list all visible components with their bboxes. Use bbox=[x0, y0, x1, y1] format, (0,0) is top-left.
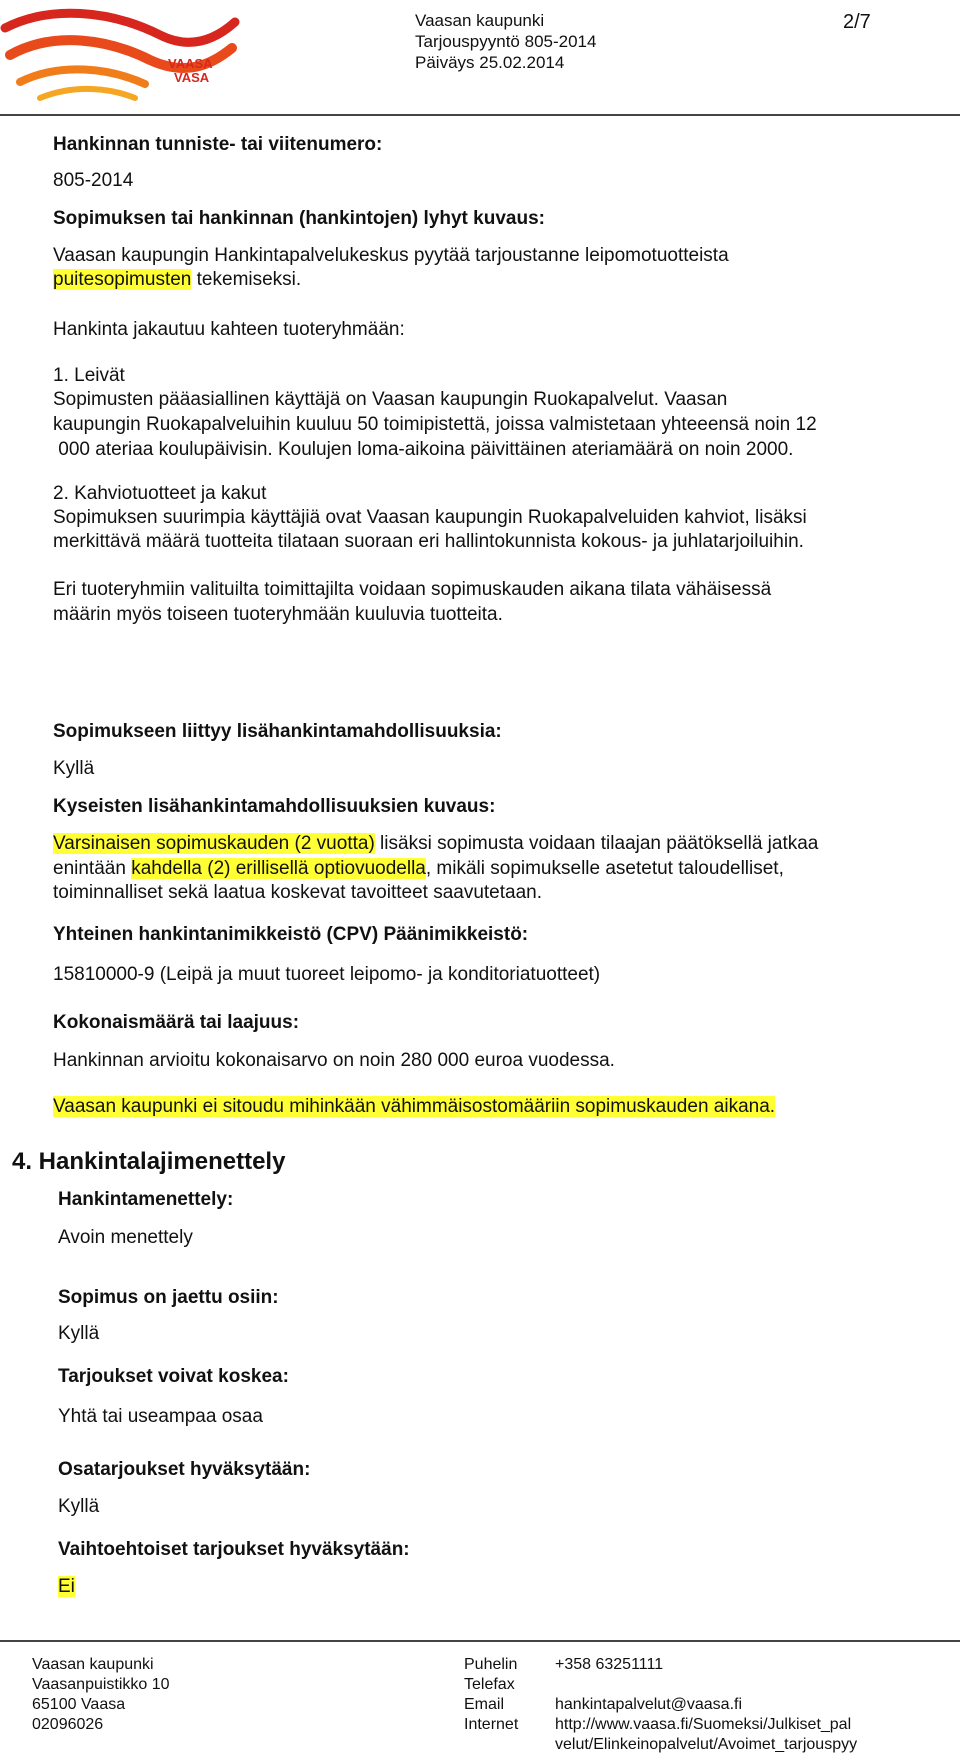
alternative-value-highlight: Ei bbox=[58, 1576, 75, 1597]
split-heading: Sopimus on jaettu osiin: bbox=[58, 1287, 279, 1308]
footer-phone: +358 63251111 bbox=[555, 1656, 664, 1673]
alternative-heading: Vaihtoehtoiset tarjoukset hyväksytään: bbox=[58, 1539, 410, 1560]
footer-org: Vaasan kaupunki bbox=[32, 1656, 154, 1673]
cpv-heading: Yhteinen hankintanimikkeistö (CPV) Päänimikkeistö: bbox=[53, 924, 529, 945]
split-value: Kyllä bbox=[58, 1323, 100, 1344]
header-org: Vaasan kaupunki bbox=[415, 11, 545, 30]
group-2-title: 2. Kahviotuotteet ja kakut bbox=[53, 483, 267, 504]
extra-line-1-highlight: Varsinaisen sopimuskauden (2 vuotta) bbox=[53, 833, 375, 854]
extra-line-1 bbox=[53, 832, 818, 856]
footer-email[interactable]: hankintapalvelut@vaasa.fi bbox=[555, 1696, 743, 1713]
other-line-1: Eri tuoteryhmiin valituilta toimittajilta voidaan sopimuskauden aikana tilata vähäisessä bbox=[53, 579, 772, 600]
groups-intro: Hankinta jakautuu kahteen tuoteryhmään: bbox=[53, 319, 405, 340]
desc-highlight: puitesopimusten bbox=[53, 269, 192, 290]
footer-code: 02096026 bbox=[32, 1716, 104, 1733]
logo-text-vasa: VASA bbox=[174, 70, 210, 85]
group-2-line-2: merkittävä määrä tuotteita tilataan suoraan eri hallintokunnista kokous- ja juhlatarjoiluihin. bbox=[53, 531, 804, 552]
offers-value: Yhtä tai useampaa osaa bbox=[58, 1406, 263, 1427]
section-4-title: 4. Hankintalajimenettely bbox=[12, 1148, 286, 1175]
alternative-value bbox=[58, 1575, 75, 1599]
footer-url-line-2[interactable]: velut/Elinkeinopalvelut/Avoimet_tarjouspyy bbox=[555, 1736, 858, 1753]
footer-fax-label: Telefax bbox=[464, 1676, 515, 1693]
footer-phone-label: Puhelin bbox=[464, 1656, 518, 1673]
group-1-title: 1. Leivät bbox=[53, 365, 125, 386]
group-1-line-1: Sopimusten pääasiallinen käyttäjä on Vaasan kaupungin Ruokapalvelut. Vaasan bbox=[53, 389, 728, 410]
partial-value: Kyllä bbox=[58, 1496, 100, 1517]
group-1-line-2: kaupungin Ruokapalveluihin kuuluu 50 toimipistettä, joissa valmistetaan yhteeensä noin 12 bbox=[53, 414, 817, 435]
footer-street: Vaasanpuistikko 10 bbox=[32, 1676, 170, 1693]
header-divider bbox=[0, 114, 960, 116]
footer-divider bbox=[0, 1640, 960, 1642]
extra-line-2 bbox=[53, 857, 784, 881]
amount-heading: Kokonaismäärä tai laajuus: bbox=[53, 1012, 300, 1033]
extra-desc-heading: Kyseisten lisähankintamahdollisuuksien kuvaus: bbox=[53, 796, 496, 817]
extra-line-2-highlight: kahdella (2) erillisellä optiovuodella bbox=[131, 858, 426, 879]
amount-value: Hankinnan arvioitu kokonaisarvo on noin 280 000 euroa vuodessa. bbox=[53, 1050, 615, 1071]
extra-line-2-pre: enintään bbox=[53, 858, 132, 879]
page-number: 2/7 bbox=[843, 11, 871, 33]
extra-value: Kyllä bbox=[53, 758, 95, 779]
offers-heading: Tarjoukset voivat koskea: bbox=[58, 1366, 289, 1387]
partial-heading: Osatarjoukset hyväksytään: bbox=[58, 1459, 311, 1480]
logo-text-vaasa: VAASA bbox=[168, 56, 213, 71]
extra-line-3: toiminnalliset sekä laatua koskevat tavoitteet saavutetaan. bbox=[53, 882, 543, 903]
other-line-2: määrin myös toiseen tuoteryhmään kuuluvia tuotteita. bbox=[53, 604, 503, 625]
header-doc-number: Tarjouspyyntö 805-2014 bbox=[415, 32, 597, 51]
vaasa-logo bbox=[0, 0, 250, 108]
group-1-line-3: 000 ateriaa koulupäivisin. Koulujen loma-aikoina päivittäinen ateriamäärä on noin 2000. bbox=[53, 439, 794, 460]
extra-line-1-rest: lisäksi sopimusta voidaan tilaajan päätöksellä jatkaa bbox=[374, 833, 819, 854]
footer-city: 65100 Vaasa bbox=[32, 1696, 126, 1713]
id-value: 805-2014 bbox=[53, 170, 134, 191]
footer-url-line-1[interactable]: http://www.vaasa.fi/Suomeksi/Julkiset_pal bbox=[555, 1716, 852, 1733]
group-2-line-1: Sopimuksen suurimpia käyttäjiä ovat Vaasan kaupungin Ruokapalveluiden kahviot, lisäksi bbox=[53, 507, 807, 528]
desc-heading: Sopimuksen tai hankinnan (hankintojen) lyhyt kuvaus: bbox=[53, 208, 545, 229]
id-heading: Hankinnan tunniste- tai viitenumero: bbox=[53, 134, 383, 155]
footer-email-label: Email bbox=[464, 1696, 505, 1713]
extra-line-2-rest: , mikäli sopimukselle asetetut taloudelliset, bbox=[425, 858, 784, 879]
desc-line-1: Vaasan kaupungin Hankintapalvelukeskus pyytää tarjoustanne leipomotuotteista bbox=[53, 245, 729, 266]
desc-line-2-rest: tekemiseksi. bbox=[191, 269, 302, 290]
cpv-value: 15810000-9 (Leipä ja muut tuoreet leipomo- ja konditoriatuotteet) bbox=[53, 964, 601, 985]
desc-line-2 bbox=[53, 268, 301, 292]
footer-internet-label: Internet bbox=[464, 1716, 519, 1733]
amount-note-highlight: Vaasan kaupunki ei sitoudu mihinkään vähimmäisostomääriin sopimuskauden aikana. bbox=[53, 1096, 776, 1117]
procedure-heading: Hankintamenettely: bbox=[58, 1189, 234, 1210]
extra-heading: Sopimukseen liittyy lisähankintamahdollisuuksia: bbox=[53, 721, 502, 742]
header-date: Päiväys 25.02.2014 bbox=[415, 53, 565, 72]
amount-note bbox=[53, 1095, 775, 1119]
procedure-value: Avoin menettely bbox=[58, 1227, 193, 1248]
